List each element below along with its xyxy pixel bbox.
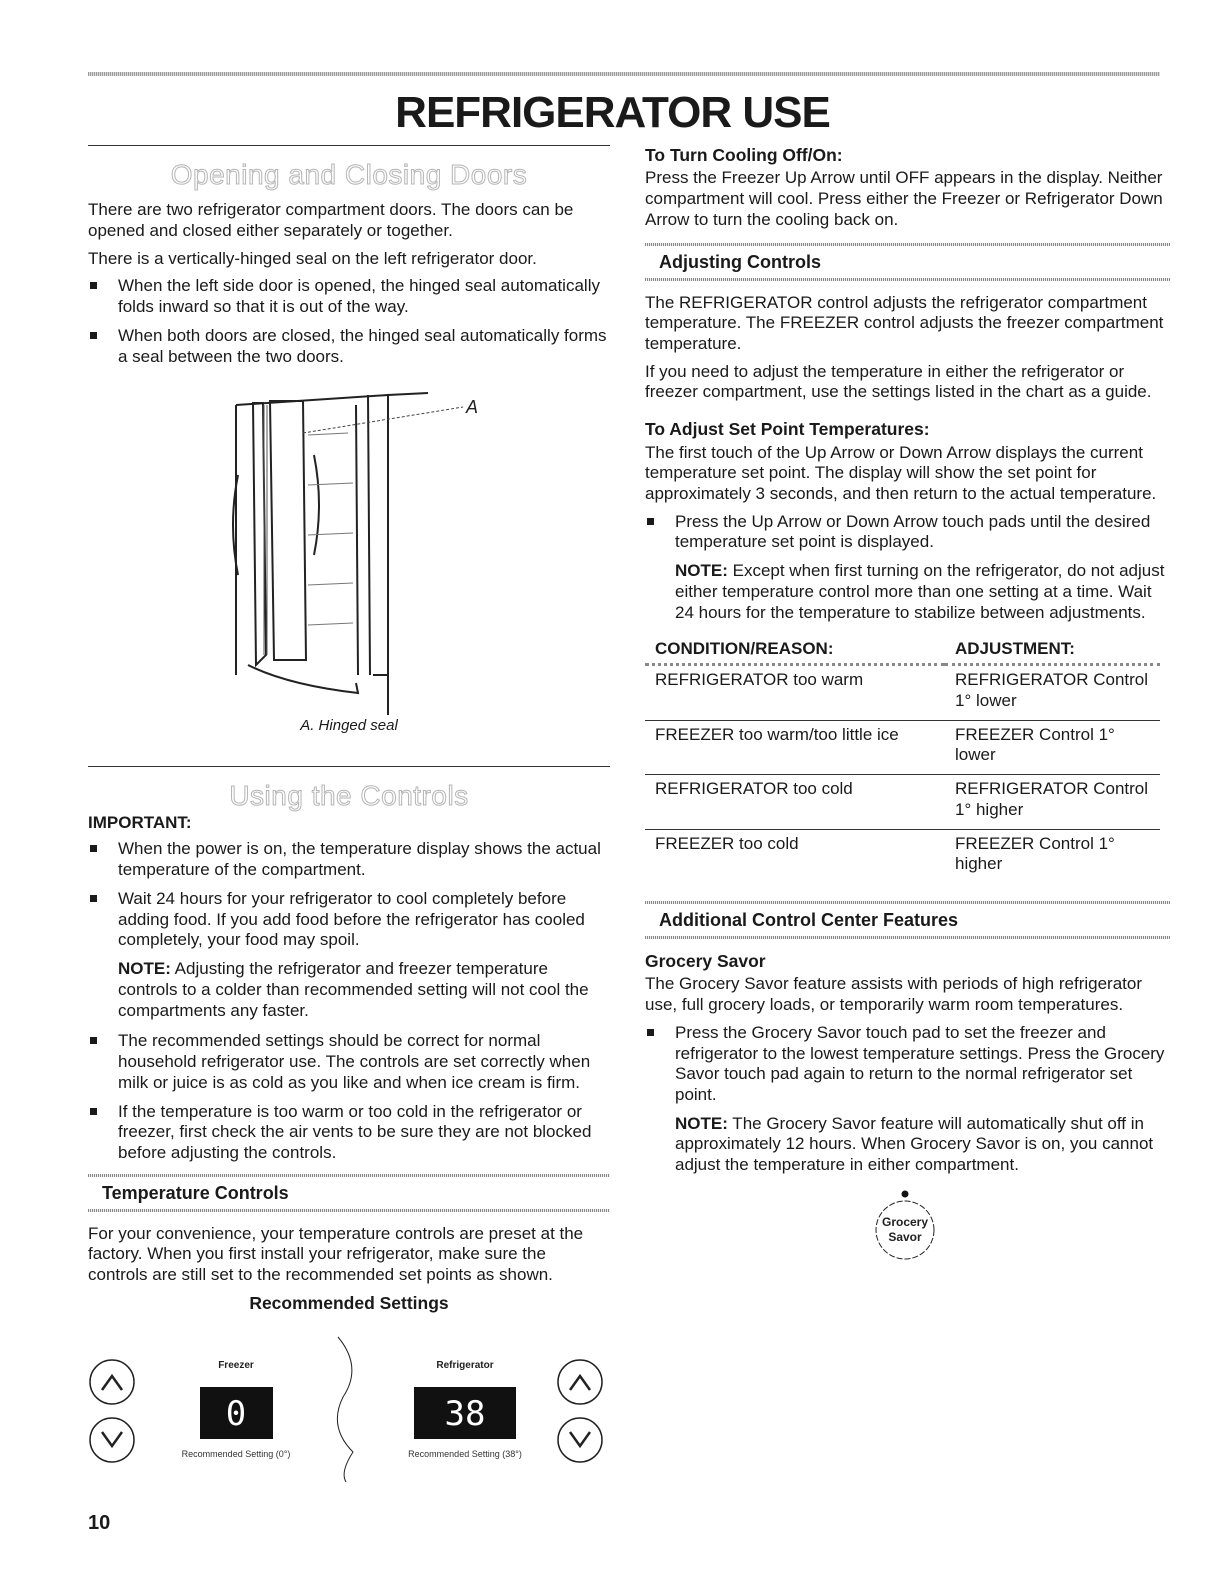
section-rule-dotted — [88, 1209, 610, 1212]
indicator-light-icon — [902, 1190, 909, 1197]
table-cell: REFRIGERATOR too warm — [645, 665, 945, 720]
grocery-bullet-list — [645, 1023, 1170, 1106]
adjusting-paragraph-1: The REFRIGERATOR control adjusts the refrigerator compartment temperature. The FREEZER control adjusts the freezer compartment temperature. — [645, 292, 1164, 353]
fridge-display: 38 — [444, 1394, 486, 1435]
freezer-display: 0 — [225, 1394, 247, 1435]
doors-paragraph-2: There is a vertically-hinged seal on the left refrigerator door. — [88, 248, 537, 268]
figure-label-a: A — [466, 397, 479, 418]
page-title: REFRIGERATOR USE — [395, 88, 830, 137]
note-text: Except when first turning on the refrigerator, do not adjust either temperature control more than one setting at a time. Wait 24 hours for the temperature to stabilize between adjustments. — [675, 561, 1165, 622]
right-column — [645, 145, 1170, 1266]
control-panel-drawing — [88, 1332, 610, 1482]
freezer-recommended: Recommended Setting (0°) — [181, 1449, 291, 1460]
list-item: When the power is on, the temperature display shows the actual temperature of the compartment. — [88, 839, 610, 880]
temperature-controls-paragraph: For your convenience, your temperature controls are preset at the factory. When you first install your refrigerator, make sure the controls are still set to the recommended set points as shown. — [88, 1223, 584, 1285]
note-1 — [88, 959, 610, 1021]
table-cell: FREEZER Control 1° higher — [955, 833, 1115, 874]
adjustment-table — [645, 633, 1160, 883]
grocery-savor-paragraph: The Grocery Savor feature assists with periods of high refrigerator use, full grocery loads, or temporarily warm room temperatures. — [645, 974, 1142, 1015]
note-label: NOTE: — [118, 959, 171, 979]
figure-caption: A. Hinged seal — [300, 717, 398, 735]
cooling-heading: To Turn Cooling Off/On: — [645, 145, 843, 165]
adjusting-controls-heading: Adjusting Controls — [659, 251, 821, 272]
section-rule — [88, 145, 610, 146]
grocery-savor-drawing — [645, 1186, 1170, 1266]
fridge-down-arrow-icon — [558, 1418, 602, 1462]
additional-features-heading: Additional Control Center Features — [659, 910, 959, 930]
note-3 — [645, 1114, 1170, 1176]
table-row — [645, 665, 1160, 720]
table-row — [645, 829, 1160, 883]
note-text: The Grocery Savor feature will automatically shut off in approximately 12 hours. When Grocery Savor is on, you cannot adjust the temperature in either compartment. — [675, 1113, 1154, 1175]
section-rule-dotted — [645, 936, 1170, 939]
table-cell: FREEZER too cold — [655, 833, 799, 853]
section-rule-dotted — [645, 278, 1170, 281]
fridge-door-drawing — [88, 375, 610, 715]
left-column — [88, 145, 610, 1482]
table-cell: REFRIGERATOR Control 1° higher — [945, 775, 1160, 829]
section-rule — [88, 766, 610, 767]
doors-paragraph-1: There are two refrigerator compartment doors. The doors can be opened and closed either separately or together. — [88, 200, 574, 240]
grocery-button-line-2: Savor — [888, 1229, 922, 1244]
settings-bullet-list — [88, 1031, 610, 1163]
setpoint-heading: To Adjust Set Point Temperatures: — [645, 419, 930, 440]
table-header-row — [645, 635, 1160, 665]
important-bullet-list — [88, 839, 610, 951]
column-header: ADJUSTMENT: — [945, 635, 1160, 665]
table-cell: REFRIGERATOR Control 1° lower — [945, 665, 1160, 720]
cooling-paragraph: Press the Freezer Up Arrow until OFF appears in the display. Neither compartment will cool. Press either the Freezer or Refrigerator Down Arrow to turn the cooling back on. — [645, 168, 1163, 229]
important-label: IMPORTANT: — [88, 812, 192, 832]
list-item: When the left side door is opened, the hinged seal automatically folds inward so that it is out of the way. — [88, 276, 610, 317]
list-item: Press the Grocery Savor touch pad to set the freezer and refrigerator to the lowest temperature settings. Press the Grocery Savor touch pad again to return to the normal refrigerator set point. — [645, 1023, 1170, 1106]
setpoint-paragraph: The first touch of the Up Arrow or Down Arrow displays the current temperature set point. The display will show the set point for approximately 3 seconds, and then return to the actual temperature. — [645, 442, 1157, 503]
table-cell: FREEZER too warm/too little ice — [645, 720, 945, 774]
freezer-up-arrow-icon — [90, 1360, 134, 1404]
table-row — [645, 775, 1160, 829]
table-row — [645, 720, 1160, 774]
freezer-label: Freezer — [218, 1360, 254, 1372]
list-item: When both doors are closed, the hinged seal automatically forms a seal between the two doors. — [88, 326, 610, 367]
doors-heading: Opening and Closing Doors — [170, 159, 528, 190]
note-label: NOTE: — [675, 1113, 728, 1133]
adjusting-paragraph-2: If you need to adjust the temperature in either the refrigerator or freezer compartment, use the settings listed in the chart as a guide. — [645, 361, 1152, 402]
fridge-recommended: Recommended Setting (38°) — [408, 1449, 522, 1460]
note-2 — [645, 561, 1170, 623]
freezer-down-arrow-icon — [90, 1418, 134, 1462]
page-number: 10 — [88, 1512, 111, 1534]
fridge-label: Refrigerator — [436, 1360, 494, 1372]
table-cell: REFRIGERATOR too cold — [645, 775, 945, 829]
doors-bullet-list — [88, 276, 610, 367]
grocery-button-line-1: Grocery — [881, 1214, 929, 1229]
list-item: Press the Up Arrow or Down Arrow touch pads until the desired temperature set point is displayed. — [645, 512, 1170, 553]
fridge-up-arrow-icon — [558, 1360, 602, 1404]
temperature-controls-heading: Temperature Controls — [102, 1182, 289, 1203]
column-header: CONDITION/REASON: — [645, 635, 945, 665]
note-label: NOTE: — [675, 561, 728, 581]
fridge-illustration — [88, 375, 610, 715]
top-rule — [88, 72, 1160, 76]
grocery-savor-button-illustration — [645, 1186, 1170, 1266]
control-panel-illustration — [88, 1332, 610, 1482]
grocery-savor-heading: Grocery Savor — [645, 950, 766, 971]
setpoint-bullet-list — [645, 512, 1170, 553]
controls-heading: Using the Controls — [229, 779, 469, 811]
list-item: If the temperature is too warm or too cold in the refrigerator or freezer, first check the air vents to be sure they are not blocked before adjusting the controls. — [88, 1102, 610, 1164]
list-item: Wait 24 hours for your refrigerator to cool completely before adding food. If you add food before the refrigerator has cooled completely, your food may spoil. — [88, 889, 610, 951]
table-cell: FREEZER Control 1° lower — [945, 720, 1160, 774]
recommended-settings-heading: Recommended Settings — [249, 1292, 449, 1313]
list-item: The recommended settings should be correct for normal household refrigerator use. The controls are set correctly when milk or juice is as cold as you like and when ice cream is firm. — [88, 1031, 610, 1093]
note-text: Adjusting the refrigerator and freezer temperature controls to a colder than recommended setting will not cool the compartments any faster. — [118, 959, 589, 1020]
